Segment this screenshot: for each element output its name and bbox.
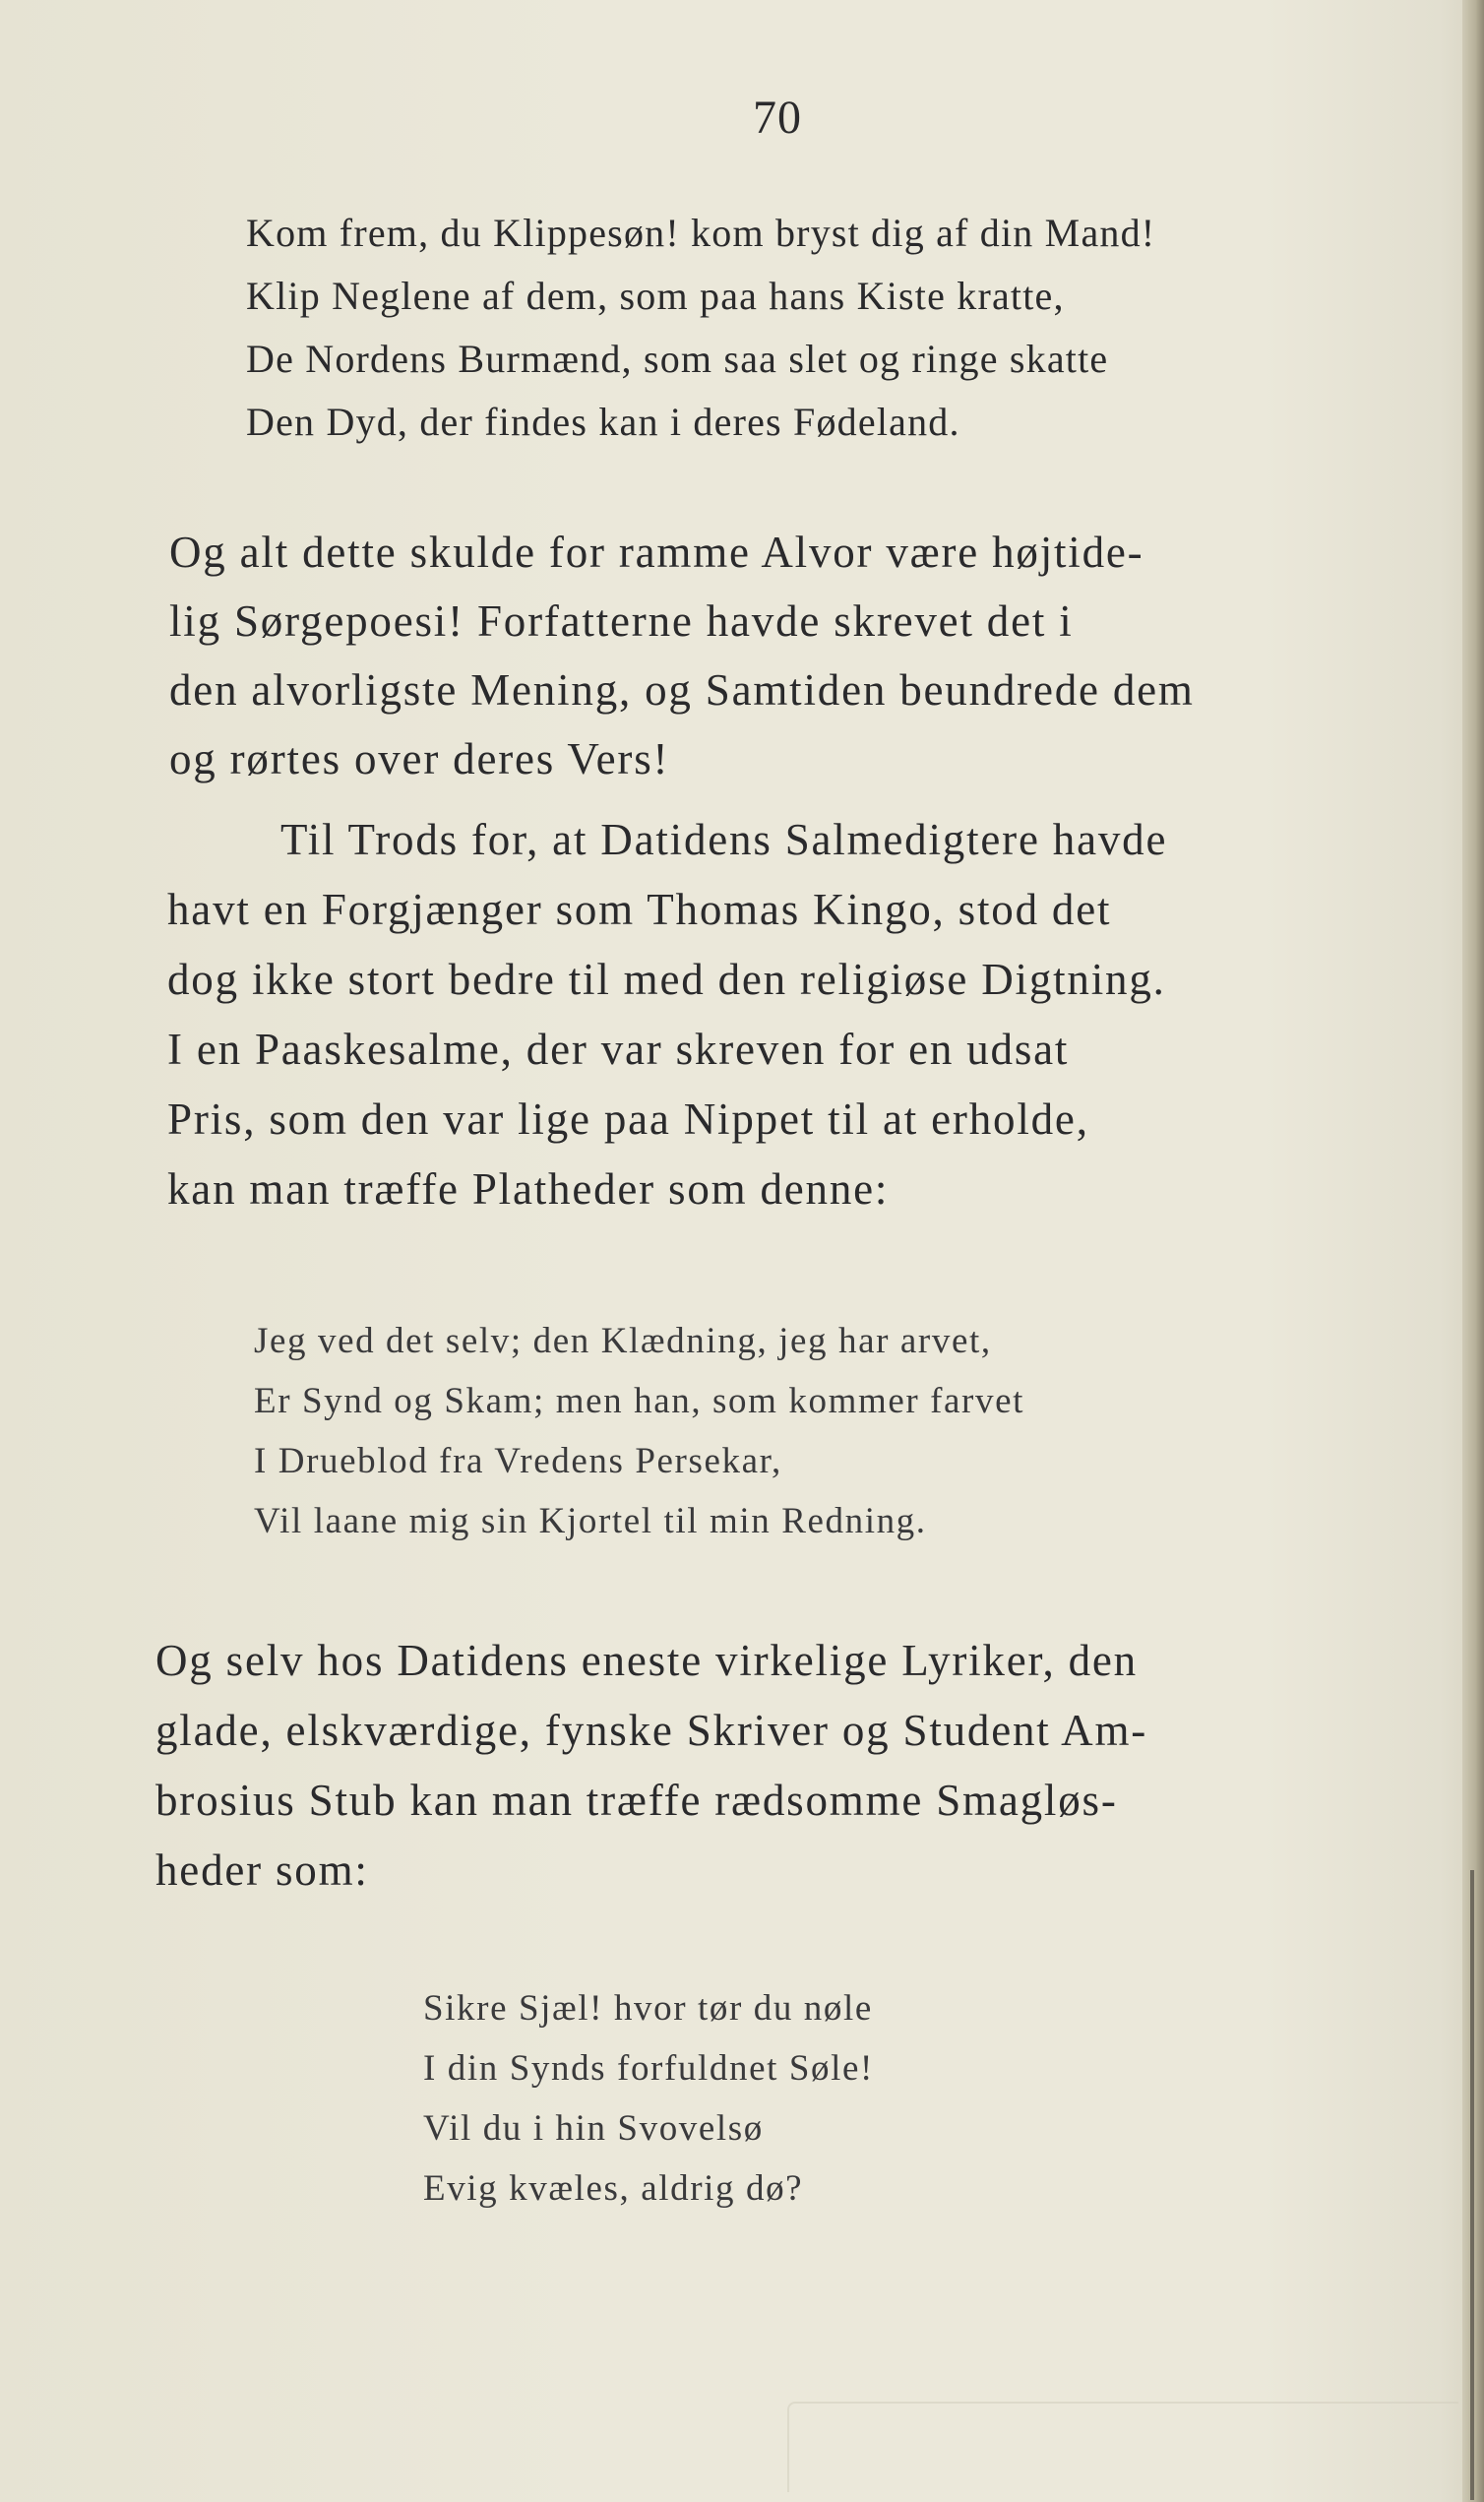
prose-line: dog ikke stort bedre til med den religiøse Digtning.: [167, 955, 1166, 1004]
prose-line: I en Paaskesalme, der var skreven for en udsat: [167, 1025, 1070, 1074]
verse-line: Vil du i hin Svovelsø: [423, 2108, 764, 2149]
verse-line: Den Dyd, der findes kan i deres Fødeland.: [246, 400, 960, 444]
verse-line: I Drueblod fra Vredens Persekar,: [254, 1441, 782, 1481]
prose-line: Og selv hos Datidens eneste virkelige Lyriker, den: [155, 1636, 1138, 1685]
verse-stanza-3: [423, 1978, 874, 2219]
verse-stanza-1: [246, 202, 1155, 454]
verse-line: I din Synds forfuldnet Søle!: [423, 2048, 874, 2089]
prose-line: Til Trods for, at Datidens Salmedigtere havde: [280, 815, 1168, 864]
prose-line: havt en Forgjænger som Thomas Kingo, stod det: [167, 885, 1112, 934]
verse-stanza-2: [254, 1311, 1024, 1551]
prose-line: og rørtes over deres Vers!: [169, 734, 670, 783]
verse-line: Kom frem, du Klippesøn! kom bryst dig af din Mand!: [246, 211, 1156, 255]
verse-line: Klip Neglene af dem, som paa hans Kiste kratte,: [246, 274, 1065, 318]
page-number: 70: [753, 92, 802, 144]
verse-line: Evig kvæles, aldrig dø?: [423, 2168, 804, 2209]
prose-line: heder som:: [155, 1845, 369, 1895]
page-smudge: [787, 2402, 1458, 2492]
page-edge-line: [1470, 1870, 1474, 2500]
verse-line: De Nordens Burmænd, som saa slet og ringe skatte: [246, 337, 1109, 381]
prose-line: Og alt dette skulde for ramme Alvor være højtide-: [169, 528, 1144, 577]
prose-line: lig Sørgepoesi! Forfatterne havde skrevet det i: [169, 596, 1074, 646]
prose-paragraph-3: [155, 1626, 1147, 1906]
prose-line: Pris, som den var lige paa Nippet til at erholde,: [167, 1095, 1089, 1144]
verse-line: Er Synd og Skam; men han, som kommer farvet: [254, 1381, 1024, 1421]
prose-paragraph-1: [169, 518, 1195, 793]
verse-line: Sikre Sjæl! hvor tør du nøle: [423, 1988, 873, 2029]
verse-line: Jeg ved det selv; den Klædning, jeg har arvet,: [254, 1321, 992, 1361]
prose-paragraph-2: [167, 805, 1167, 1224]
prose-line: kan man træffe Platheder som denne:: [167, 1164, 890, 1214]
prose-line: den alvorligste Mening, og Samtiden beundrede dem: [169, 665, 1195, 715]
verse-line: Vil laane mig sin Kjortel til min Redning.: [254, 1501, 927, 1541]
prose-line: glade, elskværdige, fynske Skriver og Student Am-: [155, 1706, 1148, 1755]
prose-line: brosius Stub kan man træffe rædsomme Smagløs-: [155, 1776, 1118, 1825]
